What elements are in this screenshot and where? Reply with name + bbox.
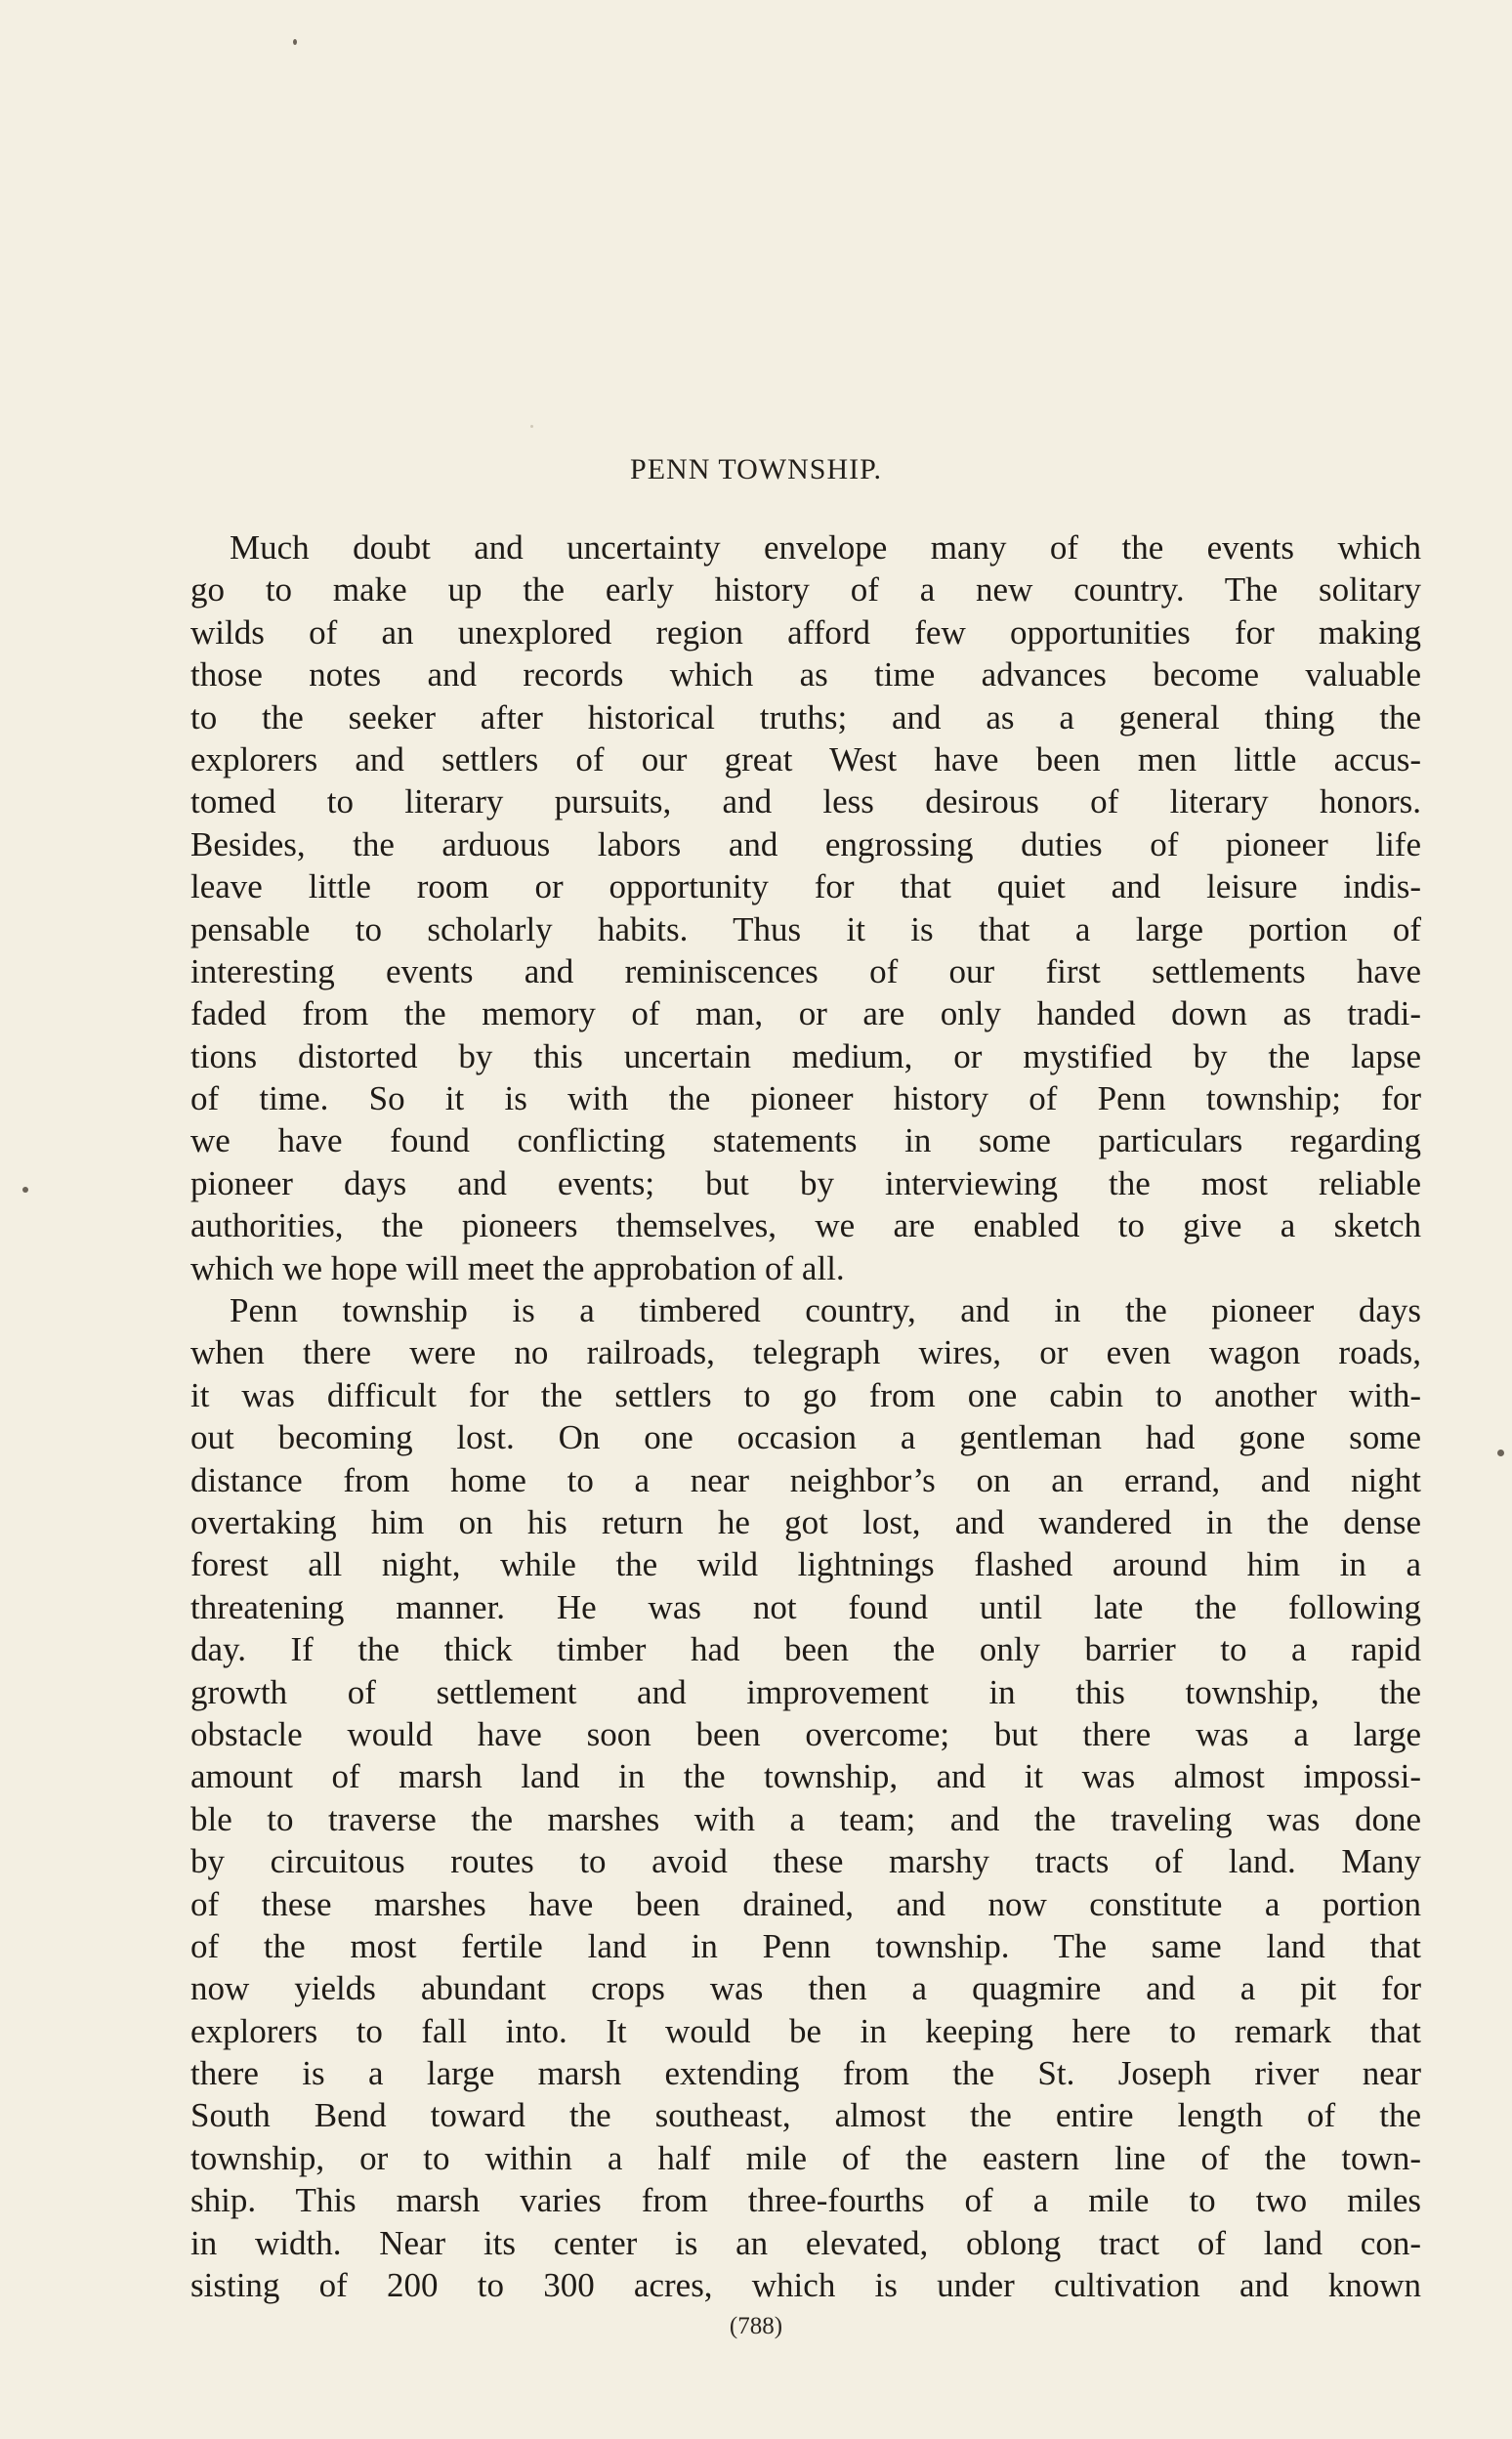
text-line: overtaking him on his return he got lost, and wandered in the dense (190, 1502, 1421, 1541)
text-line: amount of marsh land in the township, and it was almost impossi- (190, 1757, 1421, 1796)
text-line: which we hope will meet the approbation of all. (190, 1248, 845, 1287)
text-line: threatening manner. He was not found until late the following (190, 1587, 1421, 1626)
text-line: authorities, the pioneers themselves, we are enabled to give a sketch (190, 1206, 1421, 1245)
text-line: those notes and records which as time advances become valuable (190, 655, 1421, 694)
text-line: when there were no railroads, telegraph wires, or even wagon roads, (190, 1333, 1421, 1372)
text-line: now yields abundant crops was then a quagmire and a pit for (190, 1969, 1421, 2008)
text-line: explorers and settlers of our great West have been men little accus- (190, 739, 1421, 778)
text-line: explorers to fall into. It would be in keeping here to remark that (190, 2011, 1421, 2050)
text-line: ble to traverse the marshes with a team; and the traveling was done (190, 1799, 1421, 1838)
text-line: day. If the thick timber had been the only barrier to a rapid (190, 1630, 1421, 1669)
text-line: township, or to within a half mile of the eastern line of the town- (190, 2138, 1421, 2177)
text-line: pioneer days and events; but by interviewing the most reliable (190, 1163, 1421, 1202)
text-line: obstacle would have soon been overcome; but there was a large (190, 1714, 1421, 1753)
text-line: faded from the memory of man, or are only handed down as tradi- (190, 994, 1421, 1033)
text-line: it was difficult for the settlers to go from one cabin to another with- (190, 1375, 1421, 1414)
text-line: of time. So it is with the pioneer history of Penn township; for (190, 1079, 1421, 1118)
text-line: pensable to scholarly habits. Thus it is that a large portion of (190, 909, 1421, 948)
page-number: (788) (729, 2313, 783, 2339)
chapter-title: PENN TOWNSHIP. (630, 453, 882, 485)
text-line: of these marshes have been drained, and now constitute a portion (190, 1884, 1421, 1923)
text-line: leave little room or opportunity for that quiet and leisure indis- (190, 867, 1421, 906)
text-line: tomed to literary pursuits, and less desirous of literary honors. (190, 782, 1421, 821)
text-line: distance from home to a near neighbor’s on an errand, and night (190, 1460, 1421, 1499)
text-line: South Bend toward the southeast, almost the entire length of the (190, 2096, 1421, 2135)
text-line: by circuitous routes to avoid these marshy tracts of land. Many (190, 1842, 1421, 1881)
text-line: of the most fertile land in Penn township. The same land that (190, 1926, 1421, 1965)
ink-speck (22, 1187, 28, 1193)
text-line: tions distorted by this uncertain medium, or mystified by the lapse (190, 1036, 1421, 1075)
ink-speck (1497, 1450, 1504, 1456)
text-line: wilds of an unexplored region afford few opportunities for making (190, 612, 1421, 652)
text-line: Penn township is a timbered country, and in the pioneer days (230, 1291, 1421, 1330)
text-line: go to make up the early history of a new country. The solitary (190, 570, 1421, 610)
body-text (190, 526, 1421, 2306)
text-line: there is a large marsh extending from the St. Joseph river near (190, 2054, 1421, 2093)
text-line: sisting of 200 to 300 acres, which is under cultivation and known (190, 2266, 1421, 2305)
text-line: growth of settlement and improvement in this township, the (190, 1672, 1421, 1711)
text-line: in width. Near its center is an elevated, oblong tract of land con- (190, 2223, 1421, 2262)
text-line: out becoming lost. On one occasion a gentleman had gone some (190, 1418, 1421, 1457)
text-line: to the seeker after historical truths; and as a general thing the (190, 697, 1421, 736)
text-line: we have found conflicting statements in some particulars regarding (190, 1121, 1421, 1160)
ink-speck (293, 39, 297, 45)
paper-blemish (530, 425, 533, 428)
text-line: Besides, the arduous labors and engrossing duties of pioneer life (190, 824, 1421, 863)
text-line: Much doubt and uncertainty envelope many of the events which (230, 528, 1421, 567)
text-line: ship. This marsh varies from three-fourths of a mile to two miles (190, 2181, 1421, 2220)
text-line: forest all night, while the wild lightnings flashed around him in a (190, 1545, 1421, 1584)
text-line: interesting events and reminiscences of our first settlements have (190, 951, 1421, 990)
